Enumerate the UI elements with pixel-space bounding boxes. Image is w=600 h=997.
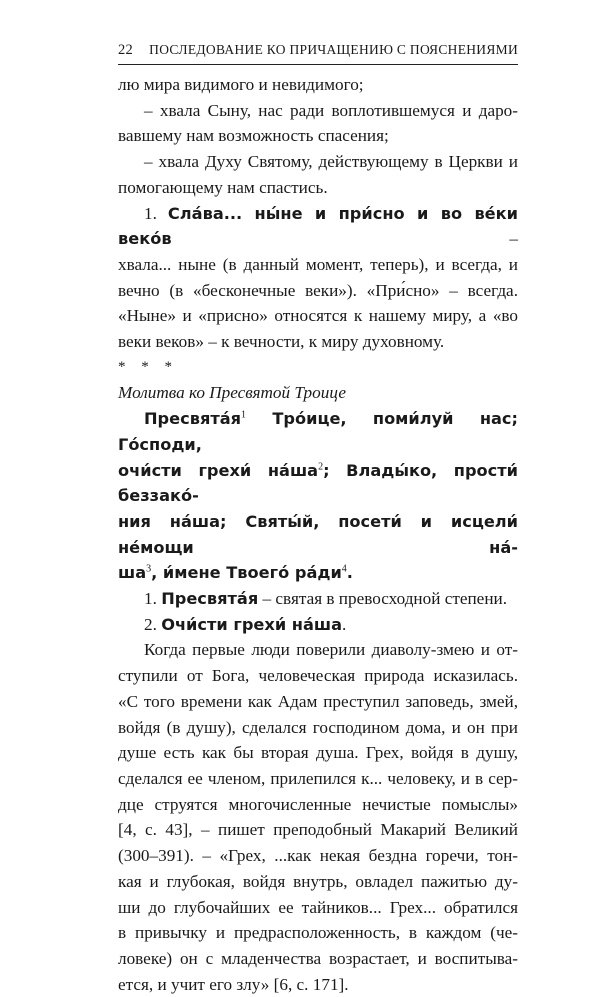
footnote-marker: 1 — [241, 409, 247, 421]
prayer-text: , и́мене Твоего́ ра́ди — [151, 563, 342, 583]
note-number: 2. — [144, 614, 162, 634]
note-number: 1. — [144, 203, 168, 223]
note-1-heading — [118, 201, 518, 252]
note-1 — [118, 586, 518, 612]
text-line: ется, и учит его злу» [6, с. 171]. — [118, 974, 349, 994]
text-line: вавшему нам возможность спасения; — [118, 126, 389, 146]
prayer-text: . — [346, 563, 353, 583]
text-line: «Ныне» и «присно» относятся к нашему миру, а «во — [118, 306, 518, 326]
text-line: Когда первые люди поверили диаволу-змею и от- — [144, 640, 518, 660]
note-term: Пресвята́я — [161, 589, 259, 609]
footnote-marker: 2 — [318, 460, 324, 472]
prayer-line — [118, 509, 518, 560]
prayer-line — [118, 406, 518, 457]
text-line: дце струятся многочисленные нечистые помыслы» — [118, 794, 518, 814]
text-line: кая и глубокая, войдя внутрь, овладел пажитью ду- — [118, 871, 518, 891]
note-term: Сла́ва... ны́не и при́сно и во ве́ки веко́в — [118, 203, 518, 249]
text-line: ловеке) он с младенчества возрастает, и воспитыва- — [118, 948, 518, 968]
footnote-marker: 3 — [146, 563, 152, 575]
text-line: (300–391). – «Грех, ...как некая бездна горечи, тон- — [118, 846, 518, 866]
prayer-text: ния на́ша; Святы́й, посети́ и исцели́ не́мощи на́- — [118, 511, 518, 557]
footnote-marker: 4 — [341, 563, 347, 575]
note-2 — [118, 612, 518, 638]
text-line: – хвала Духу Святому, действующему в Церкви и — [144, 152, 518, 172]
text-line: ступили от Бога, человеческая природа исказилась. — [118, 666, 518, 686]
text-line: душе есть как бы вторая душа. Грех, войдя в душу, — [118, 743, 518, 763]
text-line: «С того времени как Адам преступил заповедь, змей, — [118, 691, 518, 711]
header-rule — [118, 64, 518, 65]
note-text: . — [342, 614, 347, 634]
text-line: помогающему нам спастись. — [118, 177, 328, 197]
page-number: 22 — [118, 42, 133, 58]
note-dash: – — [171, 229, 518, 249]
page-body — [118, 72, 518, 997]
prayer-text: очи́сти грехи́ на́ша — [118, 460, 319, 480]
note-number: 1. — [144, 589, 162, 609]
running-header — [118, 42, 518, 59]
text-line: ши до глубочайших ее тайников... Грех... обратился — [118, 897, 518, 917]
text-line: в привычку и предрасположенность, в каждом (че- — [118, 923, 518, 943]
running-title: ПОСЛЕДОВАНИЕ КО ПРИЧАЩЕНИЮ С ПОЯСНЕНИЯМИ — [149, 42, 518, 57]
text-line: вечно (в «бесконечные веки»). «При́сно» – всегда. — [118, 280, 518, 300]
text-line: сделался ее членом, прилепился к... человеку, и в сер- — [118, 768, 518, 788]
text-line: лю мира видимого и невидимого; — [118, 75, 364, 94]
prayer-word: Пресвята́я — [144, 409, 242, 429]
section-divider: * * * — [118, 358, 178, 375]
text-line: веки веков» – к вечности, к миру духовному. — [118, 332, 445, 352]
text-line: хвала... ныне (в данный момент, теперь), и всегда, и — [118, 254, 518, 274]
text-line: [4, с. 43], – пишет преподобный Макарий Великий — [118, 820, 518, 840]
prayer-line — [118, 458, 518, 509]
prayer-text: ша — [118, 563, 147, 583]
text-line: – хвала Сыну, нас ради воплотившемуся и даро- — [144, 100, 518, 120]
prayer-text: Тро́ице, поми́луй нас; Го́споди, — [118, 409, 518, 454]
prayer-text: ; Влады́ко, прости́ беззако́- — [118, 460, 518, 506]
prayer-line — [118, 560, 518, 586]
note-text: – святая в превосходной степени. — [258, 589, 508, 609]
prayer-title: Молитва ко Пресвятой Троице — [118, 383, 346, 403]
text-line: войдя (в душу), сделался господином дома, и он при — [118, 717, 518, 737]
note-term: Очи́сти грехи́ на́ша — [161, 614, 343, 634]
